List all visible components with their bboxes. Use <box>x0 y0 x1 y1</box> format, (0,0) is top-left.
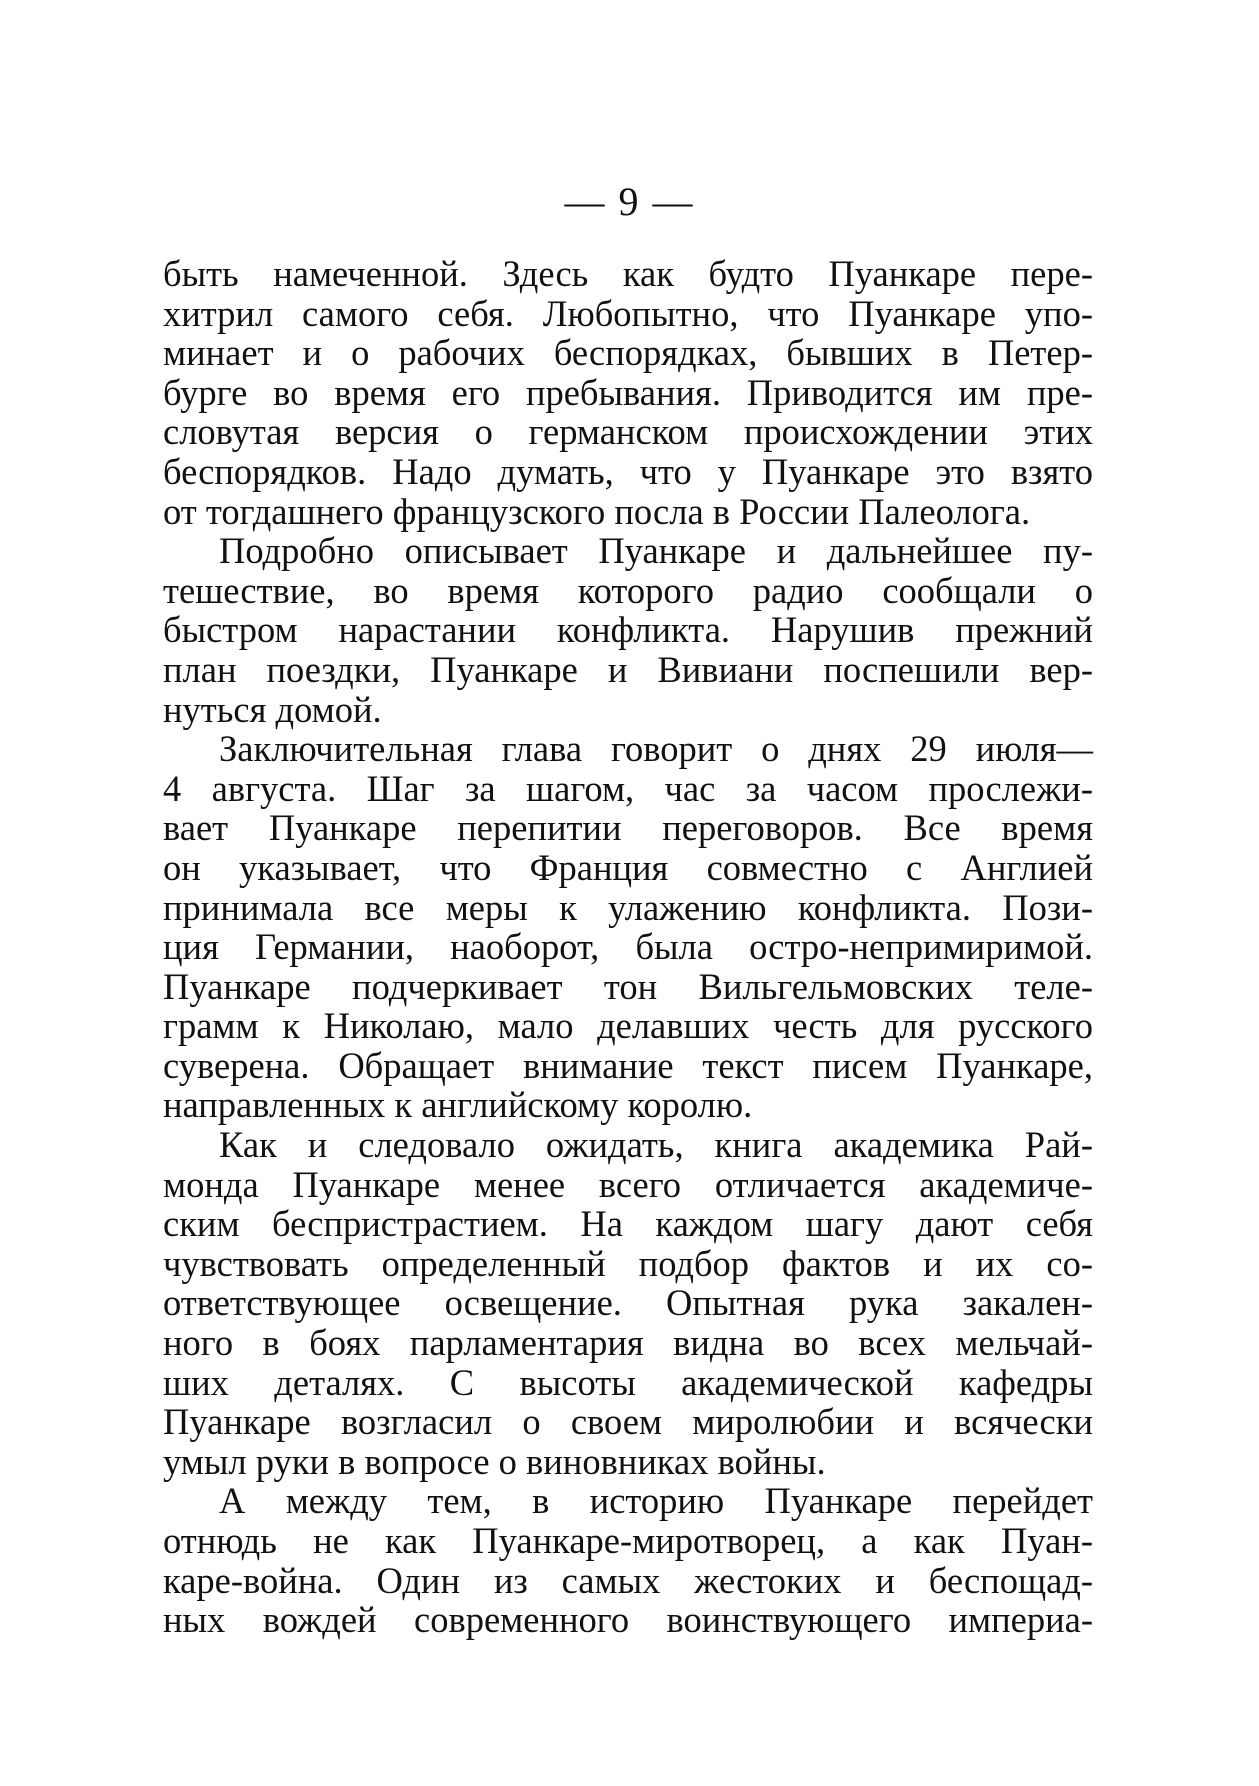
text-line: направленных к английскому королю. <box>163 1084 753 1126</box>
paragraph <box>163 1481 1093 1639</box>
paragraph <box>163 254 1093 531</box>
text-line: ших деталях. С высоты академической кафедры <box>163 1361 1093 1403</box>
text-line: минает и о рабочих беспорядках, бывших в Петер- <box>163 332 1093 374</box>
text-line: Как и следовало ожидать, книга академика Рай- <box>219 1124 1093 1166</box>
text-line: суверена. Обращает внимание текст писем Пуанкаре, <box>163 1044 1093 1086</box>
text-line: ных вождей современного воинствующего империа- <box>163 1599 1093 1641</box>
text-line: вает Пуанкаре перепитии переговоров. Все время <box>163 807 1093 849</box>
text-line: умыл руки в вопросе о виновниках войны. <box>163 1440 826 1482</box>
text-line: Подробно описывает Пуанкаре и дальнейшее пу- <box>219 530 1093 572</box>
paragraph <box>163 1125 1093 1481</box>
text-line: ответствующее освещение. Опытная рука закален- <box>163 1282 1093 1324</box>
text-line: ного в боях парламентария видна во всех мельчай- <box>163 1322 1093 1364</box>
text-line: от тогдашнего французского посла в России Палеолога. <box>163 490 1031 532</box>
text-line: хитрил самого себя. Любопытно, что Пуанкаре упо- <box>163 292 1093 334</box>
text-line: ция Германии, наоборот, была остро-непримиримой. <box>163 926 1093 968</box>
text-line: Заключительная глава говорит о днях 29 июля— <box>219 728 1093 770</box>
text-line: А между тем, в историю Пуанкаре перейдет <box>219 1480 1093 1522</box>
text-line: беспорядков. Надо думать, что у Пуанкаре это взято <box>163 450 1093 492</box>
text-line: Пуанкаре подчеркивает тон Вильгельмовских теле- <box>163 965 1093 1007</box>
text-line: нуться домой. <box>163 688 382 730</box>
text-line: отнюдь не как Пуанкаре-миротворец, а как Пуан- <box>163 1520 1093 1561</box>
text-line: тешествие, во время которого радио сообщали о <box>163 569 1093 611</box>
text-line: Пуанкаре возгласил о своем миролюбии и всячески <box>163 1401 1093 1443</box>
paragraph <box>163 729 1093 1125</box>
text-line: монда Пуанкаре менее всего отличается академиче- <box>163 1163 1093 1205</box>
text-line: план поездки, Пуанкаре и Вивиани поспешили вер- <box>163 648 1093 690</box>
text-line: быстром нарастании конфликта. Нарушив прежний <box>163 609 1093 651</box>
text-line: бурге во время его пребывания. Приводится им пре- <box>163 371 1093 413</box>
text-line: чувствовать определенный подбор фактов и их со- <box>163 1242 1093 1284</box>
text-line: словутая версия о германском происхождении этих <box>163 411 1093 453</box>
text-line: он указывает, что Франция совместно с Англией <box>163 846 1093 888</box>
text-line: ским беспристрастием. На каждом шагу дают себя <box>163 1203 1093 1245</box>
text-line: быть намеченной. Здесь как будто Пуанкаре пере- <box>163 253 1093 294</box>
text-line: принимала все меры к улажению конфликта. Пози- <box>163 886 1093 928</box>
text-line: грамм к Николаю, мало делавших честь для русского <box>163 1005 1093 1047</box>
text-line: каре-война. Один из самых жестоких и беспощад- <box>163 1559 1093 1601</box>
paragraph <box>163 531 1093 729</box>
page-number: — 9 — <box>564 179 695 224</box>
body-text <box>163 254 1093 1640</box>
text-line: 4 августа. Шаг за шагом, час за часом прослежи- <box>163 767 1093 809</box>
